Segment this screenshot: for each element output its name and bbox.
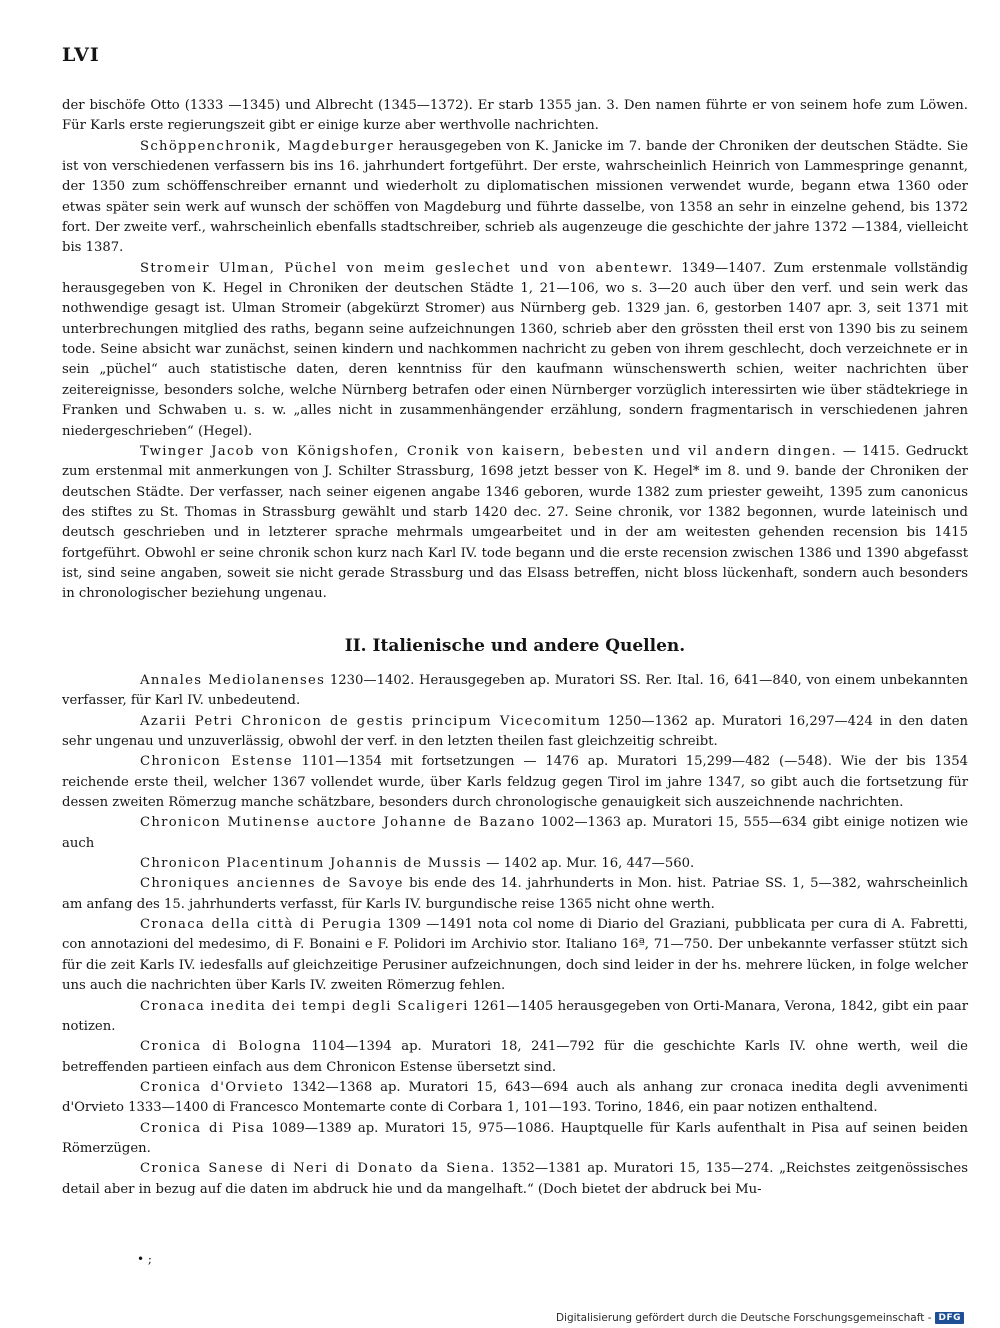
entry-twinger bbox=[62, 442, 968, 605]
entry-text: 1309 —1491 nota col nome di Diario del Graziani, pubblicata per cura di A. Fabretti, con annotazioni del medesimo, di F. Bonaini e F. Polidori im Archivio stor. Italiano 16ª, 71—750. Der unbekannte verfasser stützt sich für die zeit Karls IV. iedesfalls auf gleichzeitige Perusiner aufzeichnungen, doch sind leider in der hs. mehrere lücken, in folge welcher uns auch die nachrichten über Karls IV. zweiten Römerzug fehlen. bbox=[62, 917, 968, 994]
entry-annales-mediolanenses bbox=[62, 671, 968, 712]
italian-sources-block bbox=[62, 671, 968, 1200]
page-number: LVI bbox=[62, 44, 100, 66]
entry-stromeir bbox=[62, 259, 968, 442]
entry-text: bis ende des 14. jahrhunderts in Mon. hist. Patriae SS. 1, 5—382, wahrscheinlich am anfang des 15. jahrhunderts verfasst, für Karls IV. burgundische reise 1365 nicht ohne werth. bbox=[62, 876, 968, 912]
entry-chronicon-estense bbox=[62, 752, 968, 813]
entry-title: Cronica di Pisa bbox=[140, 1120, 265, 1136]
entry-text: 1349—1407. Zum erstenmale vollständig herausgegeben von K. Hegel in Chroniken der deutschen Städte 1, 21—106, wo s. 3—20 auch über den verf. und sein werk das nothwendige gesagt ist. Ulman Stromeir (abgekürzt Stromer) aus Nürnberg geb. 1329 jan. 6, gestorben 1407 apr. 3, seit 1371 mit unterbrechungen mitglied des raths, begann seine aufzeichnungen 1360, schrieb aber den grössten theil erst von 1390 bis zu seinem tode. Seine absicht war zunächst, seinen kindern und nachkommen nachricht zu geben von ihrem geschlecht, doch verzeichnete er in sein „püchel“ auch statistische daten, deren kenntniss für den kaufmann wünschenswerth schien, weiter nachrichten über zeitereignisse, besonders solche, welche Nürnberg betrafen oder einen Nürnberger vorzüglich interessirten wie über städtekriege in Franken und Schwaben u. s. w. „alles nicht in zusammenhängender erzählung, sondern fragmentarisch in verschiedenen jahren niedergeschrieben“ (Hegel). bbox=[62, 260, 968, 439]
entry-title: Chroniques anciennes de Savoye bbox=[140, 876, 404, 892]
document-page bbox=[62, 0, 968, 1328]
digitization-credit bbox=[556, 1312, 964, 1324]
german-sources-block bbox=[62, 96, 968, 605]
entry-title: Cronaca inedita dei tempi degli Scaligeri bbox=[140, 998, 469, 1014]
entry-cronaca-perugia bbox=[62, 915, 968, 996]
entry-title: Twinger Jacob von Königshofen, Cronik von kaisern, bebesten und vil andern dingen. bbox=[140, 443, 837, 459]
entry-text: 1250—1362 ap. Muratori 16,297—424 in den daten sehr ungenau und unzuverlässig, obwohl der verf. in den letzten theilen fast gleichzeitig schreibt. bbox=[62, 713, 968, 750]
entry-text: — 1415. Gedruckt zum erstenmal mit anmerkungen von J. Schilter Strassburg, 1698 jetzt besser von K. Hegel* im 8. und 9. bande der Chroniken der deutschen Städte. Der verfasser, nach seiner eigenen angabe 1346 geboren, wurde 1382 zum priester geweiht, 1395 zum canonicus des stiftes zu St. Thomas in Strassburg gewählt und starb 1420 dec. 27. Seine chronik, vor 1382 begonnen, wurde lateinisch und deutsch geschrieben und in letzterer sprache mehrmals umgearbeitet und in der am weitesten gehenden recension bis 1415 fortgeführt. Obwohl er seine chronik schon kurz nach Karl IV. tode begann und die erste recension zwischen 1386 und 1390 abgefasst ist, sind seine angaben, soweit sie nicht gerade Strassburg und das Elsass betreffen, nicht bloss lückenhaft, sondern auch besonders in chronologischer beziehung ungenau. bbox=[62, 443, 968, 602]
entry-chroniques-savoye bbox=[62, 874, 968, 915]
entry-title: Stromeir Ulman, Püchel von meim geslechet und von abentewr. bbox=[140, 260, 674, 276]
entry-text: 1089—1389 ap. Muratori 15, 975—1086. Hauptquelle für Karls aufenthalt in Pisa auf seinen beiden Römerzügen. bbox=[62, 1120, 968, 1156]
entry-title: Cronica Sanese di Neri di Donato da Siena. bbox=[140, 1161, 496, 1177]
entry-title: Cronaca della città di Perugia bbox=[140, 917, 383, 933]
entry-text: 1352—1381 ap. Muratori 15, 135—274. „Reichstes zeitgenössisches detail aber in bezug auf die daten im abdruck hie und da mangelhaft.“ (Doch bietet der abdruck bei Mu- bbox=[62, 1161, 968, 1197]
entry-cronica-orvieto bbox=[62, 1078, 968, 1119]
entry-title: Chronicon Placentinum Johannis de Mussis bbox=[140, 856, 483, 872]
entry-azarii bbox=[62, 712, 968, 753]
entry-cronaca-scaligeri bbox=[62, 997, 968, 1038]
entry-chronicon-mutinense bbox=[62, 813, 968, 854]
stray-ink-mark: • ; bbox=[137, 1252, 152, 1266]
credit-text: Digitalisierung gefördert durch die Deutsche Forschungsgemeinschaft - bbox=[555, 1312, 932, 1324]
entry-title: Annales Mediolanenses bbox=[140, 673, 326, 688]
entry-text: 1230—1402. Herausgegeben ap. Muratori SS. Rer. Ital. 16, 641—840, von einem unbekannten verfasser, für Karl IV. unbedeutend. bbox=[62, 673, 968, 709]
entry-schoeppenchronik bbox=[62, 137, 968, 259]
entry-title: Chronicon Mutinense auctore Johanne de Bazano bbox=[140, 815, 536, 831]
entry-text: 1342—1368 ap. Muratori 15, 643—694 auch als anhang zur cronaca inedita degli avvenimenti d'Orvieto 1333—1400 di Francesco Montemarte conte di Corbara 1, 101—193. Torino, 1846, ein paar notizen enthaltend. bbox=[62, 1079, 968, 1116]
entry-title: Schöppenchronik, Magdeburger bbox=[140, 138, 394, 154]
entry-title: Cronica di Bologna bbox=[140, 1039, 302, 1055]
entry-title: Chronicon Estense bbox=[140, 754, 293, 770]
entry-text: 1261—1405 herausgegeben von Orti-Manara, Verona, 1842, gibt ein paar notizen. bbox=[62, 998, 969, 1034]
entry-text: — 1402 ap. Mur. 16, 447—560. bbox=[482, 856, 695, 872]
section-heading: II. Italienische und andere Quellen. bbox=[344, 636, 686, 656]
dfg-logo-icon: DFG bbox=[935, 1312, 964, 1324]
entry-cronica-sanese bbox=[62, 1159, 968, 1200]
entry-text: 1104—1394 ap. Muratori 18, 241—792 für die geschichte Karls IV. ohne werth, weil die betreffenden partieen einfach aus dem Chronicon Estense übersetzt sind. bbox=[62, 1039, 968, 1075]
entry-title: Azarii Petri Chronicon de gestis principum Vicecomitum bbox=[140, 713, 602, 729]
entry-text: herausgegeben von K. Janicke im 7. bande der Chroniken der deutschen Städte. Sie ist von verschiedenen verfassern bis ins 16. jahrhundert fortgeführt. Der erste, wahrscheinlich Heinrich von Lammespringe genannt, der 1350 zum schöffenschreiber ernannt und wiederholt zu diplomatischen missionen verwendet wurde, begann etwa 1360 oder etwas später sein werk auf wunsch der schöffen von Magdeburg und führte dasselbe, von 1358 an sehr in einzelne gehend, bis 1372 fort. Der zweite verf., wahrscheinlich ebenfalls stadtschreiber, schrieb als augenzeuge die geschichte der jahre 1372 —1384, vielleicht bis 1387. bbox=[62, 138, 968, 256]
entry-text: 1101—1354 mit fortsetzungen — 1476 ap. Muratori 15,299—482 (—548). Wie der bis 1354 reichende erste theil, welcher 1367 vollendet wurde, über Karls feldzug gegen Tirol im jahre 1347, so gibt auch die fortsetzung für dessen zweiten Römerzug manche schätzbare, besonders durch chronologische genauigkeit sich auszeichnende nachrichten. bbox=[62, 754, 968, 811]
entry-chronicon-placentinum bbox=[62, 854, 968, 874]
entry-cronica-bologna bbox=[62, 1037, 968, 1078]
entry-cronica-pisa bbox=[62, 1119, 968, 1160]
entry-title: Cronica d'Orvieto bbox=[140, 1079, 285, 1095]
continuation-paragraph: der bischöfe Otto (1333 —1345) und Albrecht (1345—1372). Er starb 1355 jan. 3. Den namen führte er von seinem hofe zum Löwen. Für Karls erste regierungszeit gibt er einige kurze aber werthvolle nachrichten. bbox=[62, 98, 968, 134]
entry-text: 1002—1363 ap. Muratori 15, 555—634 gibt einige notizen wie auch bbox=[62, 815, 969, 851]
